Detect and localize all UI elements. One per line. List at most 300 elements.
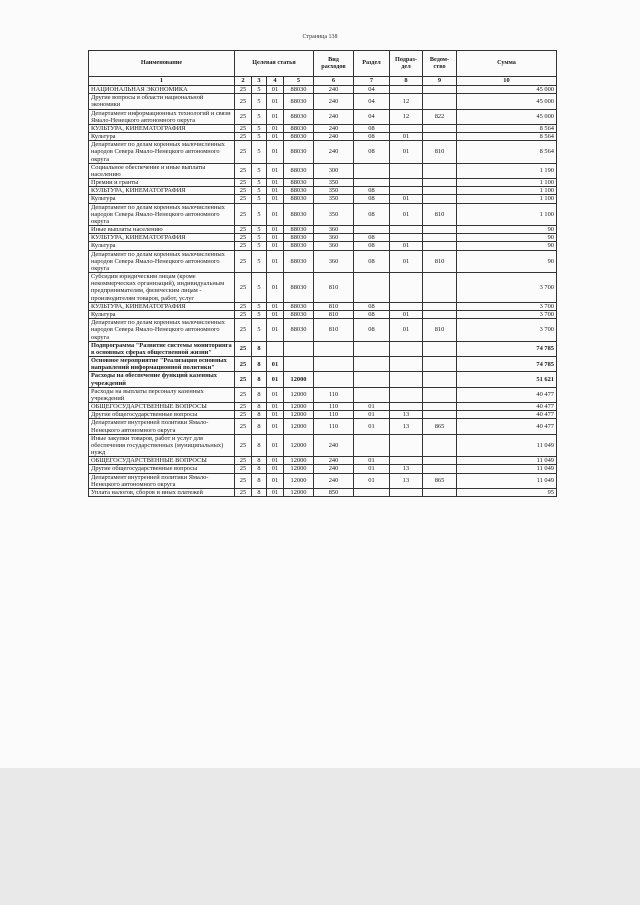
sum-cell: 40 477 bbox=[457, 419, 557, 434]
column-number: 8 bbox=[390, 77, 423, 86]
target-article-part4-cell: 12000 bbox=[284, 457, 314, 465]
subsection-cell: 13 bbox=[390, 419, 423, 434]
target-article-part3-cell: 01 bbox=[267, 250, 284, 273]
target-article-part4-cell: 88030 bbox=[284, 302, 314, 310]
target-article-part3-cell: 01 bbox=[267, 273, 284, 303]
section-cell: 08 bbox=[354, 242, 390, 250]
target-article-part1-cell: 25 bbox=[235, 195, 252, 203]
target-article-part4-cell: 12000 bbox=[284, 465, 314, 473]
expense-type-cell: 240 bbox=[314, 457, 354, 465]
department-cell: 865 bbox=[423, 473, 457, 488]
target-article-part1-cell: 25 bbox=[235, 488, 252, 496]
target-article-part1-cell: 25 bbox=[235, 341, 252, 356]
sum-cell: 11 049 bbox=[457, 457, 557, 465]
header-sum: Сумма bbox=[457, 51, 557, 77]
table-row bbox=[89, 302, 557, 310]
target-article-part1-cell: 25 bbox=[235, 302, 252, 310]
department-cell bbox=[423, 411, 457, 419]
table-row bbox=[89, 203, 557, 226]
table-row bbox=[89, 226, 557, 234]
target-article-part2-cell: 5 bbox=[252, 234, 267, 242]
sum-cell: 1 100 bbox=[457, 203, 557, 226]
subsection-cell bbox=[390, 372, 423, 387]
subsection-cell: 01 bbox=[390, 250, 423, 273]
target-article-part1-cell: 25 bbox=[235, 357, 252, 372]
target-article-part1-cell: 25 bbox=[235, 141, 252, 164]
target-article-part4-cell: 88030 bbox=[284, 133, 314, 141]
expense-type-cell: 350 bbox=[314, 179, 354, 187]
table-row bbox=[89, 109, 557, 124]
target-article-part4-cell: 88030 bbox=[284, 179, 314, 187]
section-cell: 04 bbox=[354, 94, 390, 109]
expense-type-cell: 240 bbox=[314, 465, 354, 473]
target-article-part3-cell: 01 bbox=[267, 302, 284, 310]
subsection-cell: 01 bbox=[390, 310, 423, 318]
subsection-cell bbox=[390, 357, 423, 372]
target-article-part1-cell: 25 bbox=[235, 187, 252, 195]
sum-cell: 45 000 bbox=[457, 86, 557, 94]
expense-type-cell: 240 bbox=[314, 124, 354, 132]
target-article-part3-cell: 01 bbox=[267, 434, 284, 457]
target-article-part3-cell: 01 bbox=[267, 488, 284, 496]
target-article-part1-cell: 25 bbox=[235, 310, 252, 318]
sum-cell: 90 bbox=[457, 234, 557, 242]
subsection-cell bbox=[390, 302, 423, 310]
target-article-part3-cell: 01 bbox=[267, 457, 284, 465]
table-row bbox=[89, 250, 557, 273]
table-row bbox=[89, 234, 557, 242]
column-number: 1 bbox=[89, 77, 235, 86]
target-article-part3-cell: 01 bbox=[267, 465, 284, 473]
subsection-cell bbox=[390, 124, 423, 132]
target-article-part2-cell: 5 bbox=[252, 109, 267, 124]
department-cell bbox=[423, 310, 457, 318]
table-row bbox=[89, 86, 557, 94]
table-row bbox=[89, 124, 557, 132]
table-row bbox=[89, 473, 557, 488]
expense-type-cell: 810 bbox=[314, 319, 354, 342]
row-name-cell: Расходы на выплаты персоналу казенных учреждений bbox=[89, 387, 235, 402]
department-cell bbox=[423, 403, 457, 411]
target-article-part3-cell: 01 bbox=[267, 226, 284, 234]
department-cell bbox=[423, 179, 457, 187]
section-cell: 01 bbox=[354, 465, 390, 473]
subsection-cell bbox=[390, 226, 423, 234]
row-name-cell: Департамент по делам коренных малочисленных народов Севера Ямало-Ненецкого автономного округа bbox=[89, 250, 235, 273]
column-number: 3 bbox=[252, 77, 267, 86]
target-article-part4-cell: 88030 bbox=[284, 141, 314, 164]
section-cell bbox=[354, 488, 390, 496]
expense-type-cell: 360 bbox=[314, 250, 354, 273]
target-article-part3-cell: 01 bbox=[267, 203, 284, 226]
target-article-part3-cell: 01 bbox=[267, 187, 284, 195]
target-article-part2-cell: 5 bbox=[252, 94, 267, 109]
target-article-part4-cell: 12000 bbox=[284, 411, 314, 419]
target-article-part1-cell: 25 bbox=[235, 434, 252, 457]
sum-cell: 11 049 bbox=[457, 473, 557, 488]
department-cell: 810 bbox=[423, 319, 457, 342]
table-row bbox=[89, 319, 557, 342]
section-cell: 08 bbox=[354, 195, 390, 203]
sum-cell: 74 785 bbox=[457, 357, 557, 372]
target-article-part2-cell: 5 bbox=[252, 242, 267, 250]
target-article-part1-cell: 25 bbox=[235, 372, 252, 387]
target-article-part3-cell: 01 bbox=[267, 242, 284, 250]
target-article-part2-cell: 8 bbox=[252, 411, 267, 419]
target-article-part2-cell: 5 bbox=[252, 302, 267, 310]
section-cell: 08 bbox=[354, 319, 390, 342]
target-article-part1-cell: 25 bbox=[235, 457, 252, 465]
department-cell bbox=[423, 372, 457, 387]
row-name-cell: Культура bbox=[89, 195, 235, 203]
row-name-cell: Иные выплаты населению bbox=[89, 226, 235, 234]
target-article-part3-cell: 01 bbox=[267, 163, 284, 178]
target-article-part3-cell: 01 bbox=[267, 195, 284, 203]
table-row bbox=[89, 341, 557, 356]
column-number: 4 bbox=[267, 77, 284, 86]
header-department: Ведом-ство bbox=[423, 51, 457, 77]
sum-cell: 90 bbox=[457, 250, 557, 273]
target-article-part2-cell: 5 bbox=[252, 133, 267, 141]
target-article-part4-cell bbox=[284, 341, 314, 356]
department-cell bbox=[423, 357, 457, 372]
table-row bbox=[89, 465, 557, 473]
section-cell bbox=[354, 273, 390, 303]
subsection-cell: 01 bbox=[390, 141, 423, 164]
table-row bbox=[89, 94, 557, 109]
subsection-cell: 13 bbox=[390, 473, 423, 488]
target-article-part1-cell: 25 bbox=[235, 319, 252, 342]
sum-cell: 1 100 bbox=[457, 179, 557, 187]
expense-type-cell: 350 bbox=[314, 187, 354, 195]
column-number: 10 bbox=[457, 77, 557, 86]
subsection-cell: 01 bbox=[390, 133, 423, 141]
target-article-part3-cell: 01 bbox=[267, 411, 284, 419]
sum-cell: 51 621 bbox=[457, 372, 557, 387]
table-row bbox=[89, 372, 557, 387]
table-row bbox=[89, 133, 557, 141]
sum-cell: 40 477 bbox=[457, 387, 557, 402]
target-article-part1-cell: 25 bbox=[235, 273, 252, 303]
section-cell bbox=[354, 179, 390, 187]
table-row bbox=[89, 357, 557, 372]
department-cell bbox=[423, 465, 457, 473]
expense-type-cell: 350 bbox=[314, 195, 354, 203]
section-cell bbox=[354, 341, 390, 356]
sum-cell: 11 049 bbox=[457, 434, 557, 457]
table-row bbox=[89, 195, 557, 203]
target-article-part2-cell: 8 bbox=[252, 387, 267, 402]
column-number: 9 bbox=[423, 77, 457, 86]
section-cell: 01 bbox=[354, 473, 390, 488]
target-article-part2-cell: 5 bbox=[252, 141, 267, 164]
section-cell: 01 bbox=[354, 457, 390, 465]
expense-type-cell: 110 bbox=[314, 419, 354, 434]
target-article-part4-cell: 88030 bbox=[284, 163, 314, 178]
target-article-part2-cell: 8 bbox=[252, 372, 267, 387]
row-name-cell: Другие вопросы в области национальной экономики bbox=[89, 94, 235, 109]
target-article-part2-cell: 5 bbox=[252, 163, 267, 178]
row-name-cell: Премии и гранты bbox=[89, 179, 235, 187]
sum-cell: 95 bbox=[457, 488, 557, 496]
department-cell bbox=[423, 133, 457, 141]
section-cell: 01 bbox=[354, 411, 390, 419]
sum-cell: 8 564 bbox=[457, 141, 557, 164]
target-article-part2-cell: 5 bbox=[252, 179, 267, 187]
target-article-part2-cell: 8 bbox=[252, 357, 267, 372]
section-cell: 08 bbox=[354, 124, 390, 132]
department-cell bbox=[423, 187, 457, 195]
table-row bbox=[89, 411, 557, 419]
target-article-part2-cell: 8 bbox=[252, 341, 267, 356]
department-cell bbox=[423, 341, 457, 356]
target-article-part2-cell: 8 bbox=[252, 419, 267, 434]
table-row bbox=[89, 141, 557, 164]
subsection-cell bbox=[390, 163, 423, 178]
expense-type-cell: 240 bbox=[314, 434, 354, 457]
target-article-part3-cell: 01 bbox=[267, 133, 284, 141]
sum-cell: 3 700 bbox=[457, 310, 557, 318]
department-cell bbox=[423, 226, 457, 234]
row-name-cell: Расходы на обеспечение функций казенных учреждений bbox=[89, 372, 235, 387]
section-cell: 08 bbox=[354, 133, 390, 141]
target-article-part4-cell: 88030 bbox=[284, 234, 314, 242]
section-cell: 08 bbox=[354, 234, 390, 242]
row-name-cell: КУЛЬТУРА, КИНЕМАТОГРАФИЯ bbox=[89, 124, 235, 132]
table-row bbox=[89, 387, 557, 402]
target-article-part1-cell: 25 bbox=[235, 203, 252, 226]
expense-type-cell: 110 bbox=[314, 387, 354, 402]
row-name-cell: ОБЩЕГОСУДАРСТВЕННЫЕ ВОПРОСЫ bbox=[89, 457, 235, 465]
table-row bbox=[89, 434, 557, 457]
target-article-part1-cell: 25 bbox=[235, 163, 252, 178]
target-article-part4-cell bbox=[284, 357, 314, 372]
target-article-part3-cell: 01 bbox=[267, 124, 284, 132]
target-article-part1-cell: 25 bbox=[235, 94, 252, 109]
target-article-part1-cell: 25 bbox=[235, 242, 252, 250]
section-cell: 01 bbox=[354, 403, 390, 411]
department-cell: 810 bbox=[423, 141, 457, 164]
row-name-cell: Культура bbox=[89, 133, 235, 141]
target-article-part1-cell: 25 bbox=[235, 226, 252, 234]
expense-type-cell: 110 bbox=[314, 411, 354, 419]
target-article-part4-cell: 88030 bbox=[284, 250, 314, 273]
sum-cell: 90 bbox=[457, 226, 557, 234]
target-article-part1-cell: 25 bbox=[235, 403, 252, 411]
department-cell bbox=[423, 302, 457, 310]
sum-cell: 1 100 bbox=[457, 195, 557, 203]
target-article-part1-cell: 25 bbox=[235, 473, 252, 488]
row-name-cell: Основное мероприятие "Реализация основных направлений информационной политики" bbox=[89, 357, 235, 372]
subsection-cell bbox=[390, 273, 423, 303]
row-name-cell: Департамент по делам коренных малочисленных народов Севера Ямало-Ненецкого автономного округа bbox=[89, 319, 235, 342]
expense-type-cell: 810 bbox=[314, 302, 354, 310]
target-article-part2-cell: 5 bbox=[252, 203, 267, 226]
subsection-cell: 01 bbox=[390, 203, 423, 226]
table-row bbox=[89, 273, 557, 303]
target-article-part1-cell: 25 bbox=[235, 234, 252, 242]
department-cell bbox=[423, 457, 457, 465]
target-article-part4-cell: 88030 bbox=[284, 187, 314, 195]
expense-type-cell: 360 bbox=[314, 234, 354, 242]
target-article-part2-cell: 5 bbox=[252, 86, 267, 94]
row-name-cell: Департамент по делам коренных малочисленных народов Севера Ямало-Ненецкого автономного округа bbox=[89, 203, 235, 226]
sum-cell: 40 477 bbox=[457, 403, 557, 411]
target-article-part1-cell: 25 bbox=[235, 179, 252, 187]
section-cell bbox=[354, 163, 390, 178]
department-cell: 810 bbox=[423, 203, 457, 226]
sum-cell: 40 477 bbox=[457, 411, 557, 419]
target-article-part3-cell: 01 bbox=[267, 109, 284, 124]
target-article-part4-cell: 88030 bbox=[284, 242, 314, 250]
department-cell bbox=[423, 273, 457, 303]
target-article-part3-cell: 01 bbox=[267, 473, 284, 488]
header-subsection: Подраз-дел bbox=[390, 51, 423, 77]
target-article-part2-cell: 5 bbox=[252, 310, 267, 318]
target-article-part1-cell: 25 bbox=[235, 86, 252, 94]
expense-type-cell bbox=[314, 372, 354, 387]
row-name-cell: ОБЩЕГОСУДАРСТВЕННЫЕ ВОПРОСЫ bbox=[89, 403, 235, 411]
target-article-part4-cell: 88030 bbox=[284, 203, 314, 226]
target-article-part2-cell: 8 bbox=[252, 465, 267, 473]
department-cell bbox=[423, 124, 457, 132]
row-name-cell: Департамент информационных технологий и связи Ямало-Ненецкого автономного округа bbox=[89, 109, 235, 124]
column-number-row bbox=[89, 77, 557, 86]
target-article-part3-cell: 01 bbox=[267, 234, 284, 242]
target-article-part4-cell: 88030 bbox=[284, 273, 314, 303]
sum-cell: 8 564 bbox=[457, 133, 557, 141]
expense-type-cell: 810 bbox=[314, 310, 354, 318]
department-cell bbox=[423, 195, 457, 203]
target-article-part3-cell: 01 bbox=[267, 357, 284, 372]
department-cell: 865 bbox=[423, 419, 457, 434]
row-name-cell: Департамент по делам коренных малочисленных народов Севера Ямало-Ненецкого автономного округа bbox=[89, 141, 235, 164]
sum-cell: 8 564 bbox=[457, 124, 557, 132]
expense-type-cell: 300 bbox=[314, 163, 354, 178]
target-article-part4-cell: 88030 bbox=[284, 319, 314, 342]
target-article-part3-cell: 01 bbox=[267, 86, 284, 94]
target-article-part2-cell: 5 bbox=[252, 319, 267, 342]
target-article-part2-cell: 8 bbox=[252, 403, 267, 411]
department-cell bbox=[423, 434, 457, 457]
subsection-cell bbox=[390, 179, 423, 187]
department-cell bbox=[423, 163, 457, 178]
header-name: Наименование bbox=[89, 51, 235, 77]
target-article-part4-cell: 12000 bbox=[284, 372, 314, 387]
section-cell: 08 bbox=[354, 302, 390, 310]
section-cell: 04 bbox=[354, 86, 390, 94]
row-name-cell: КУЛЬТУРА, КИНЕМАТОГРАФИЯ bbox=[89, 302, 235, 310]
target-article-part1-cell: 25 bbox=[235, 250, 252, 273]
department-cell bbox=[423, 387, 457, 402]
expense-type-cell: 240 bbox=[314, 141, 354, 164]
section-cell bbox=[354, 434, 390, 457]
row-name-cell: Департамент внутренней политики Ямало-Ненецкого автономного округа bbox=[89, 473, 235, 488]
sum-cell: 3 700 bbox=[457, 302, 557, 310]
target-article-part1-cell: 25 bbox=[235, 387, 252, 402]
subsection-cell: 13 bbox=[390, 465, 423, 473]
subsection-cell: 01 bbox=[390, 195, 423, 203]
row-name-cell: Иные закупки товаров, работ и услуг для обеспечения государственных (муниципальных) нужд bbox=[89, 434, 235, 457]
section-cell: 08 bbox=[354, 203, 390, 226]
target-article-part3-cell: 01 bbox=[267, 419, 284, 434]
department-cell bbox=[423, 242, 457, 250]
row-name-cell: Другие общегосударственные вопросы bbox=[89, 465, 235, 473]
sum-cell: 3 700 bbox=[457, 273, 557, 303]
header-target-article: Целевая статья bbox=[235, 51, 314, 77]
target-article-part4-cell: 88030 bbox=[284, 86, 314, 94]
target-article-part4-cell: 12000 bbox=[284, 403, 314, 411]
target-article-part3-cell: 01 bbox=[267, 403, 284, 411]
row-name-cell: Субсидии юридическим лицам (кроме некоммерческих организаций), индивидуальным предпринимателям, физическим лицам - производителям товаров, работ, услуг bbox=[89, 273, 235, 303]
target-article-part2-cell: 8 bbox=[252, 457, 267, 465]
table-row bbox=[89, 457, 557, 465]
section-cell: 08 bbox=[354, 250, 390, 273]
column-number: 6 bbox=[314, 77, 354, 86]
subsection-cell bbox=[390, 341, 423, 356]
target-article-part1-cell: 25 bbox=[235, 109, 252, 124]
section-cell: 08 bbox=[354, 141, 390, 164]
sum-cell: 3 700 bbox=[457, 319, 557, 342]
subsection-cell bbox=[390, 86, 423, 94]
target-article-part3-cell: 01 bbox=[267, 387, 284, 402]
budget-table bbox=[88, 50, 557, 497]
department-cell bbox=[423, 488, 457, 496]
target-article-part4-cell: 12000 bbox=[284, 434, 314, 457]
expense-type-cell: 350 bbox=[314, 203, 354, 226]
target-article-part3-cell bbox=[267, 341, 284, 356]
target-article-part4-cell: 12000 bbox=[284, 488, 314, 496]
target-article-part4-cell: 88030 bbox=[284, 195, 314, 203]
column-number: 2 bbox=[235, 77, 252, 86]
sum-cell: 1 190 bbox=[457, 163, 557, 178]
target-article-part1-cell: 25 bbox=[235, 124, 252, 132]
sum-cell: 1 100 bbox=[457, 187, 557, 195]
target-article-part4-cell: 88030 bbox=[284, 124, 314, 132]
sum-cell: 90 bbox=[457, 242, 557, 250]
department-cell bbox=[423, 94, 457, 109]
table-row bbox=[89, 242, 557, 250]
row-name-cell: Культура bbox=[89, 242, 235, 250]
row-name-cell: КУЛЬТУРА, КИНЕМАТОГРАФИЯ bbox=[89, 234, 235, 242]
subsection-cell: 01 bbox=[390, 319, 423, 342]
section-cell bbox=[354, 226, 390, 234]
target-article-part2-cell: 8 bbox=[252, 488, 267, 496]
target-article-part3-cell: 01 bbox=[267, 372, 284, 387]
subsection-cell bbox=[390, 234, 423, 242]
department-cell: 810 bbox=[423, 250, 457, 273]
expense-type-cell: 240 bbox=[314, 109, 354, 124]
table-row bbox=[89, 310, 557, 318]
section-cell bbox=[354, 357, 390, 372]
row-name-cell: НАЦИОНАЛЬНАЯ ЭКОНОМИКА bbox=[89, 86, 235, 94]
target-article-part3-cell: 01 bbox=[267, 310, 284, 318]
table-row bbox=[89, 163, 557, 178]
table-row bbox=[89, 179, 557, 187]
table-row bbox=[89, 419, 557, 434]
subsection-cell: 13 bbox=[390, 411, 423, 419]
department-cell bbox=[423, 234, 457, 242]
target-article-part4-cell: 88030 bbox=[284, 94, 314, 109]
table-header-row bbox=[89, 51, 557, 77]
target-article-part4-cell: 88030 bbox=[284, 109, 314, 124]
expense-type-cell: 240 bbox=[314, 86, 354, 94]
table-row bbox=[89, 187, 557, 195]
expense-type-cell bbox=[314, 341, 354, 356]
target-article-part3-cell: 01 bbox=[267, 179, 284, 187]
department-cell bbox=[423, 86, 457, 94]
subsection-cell bbox=[390, 457, 423, 465]
